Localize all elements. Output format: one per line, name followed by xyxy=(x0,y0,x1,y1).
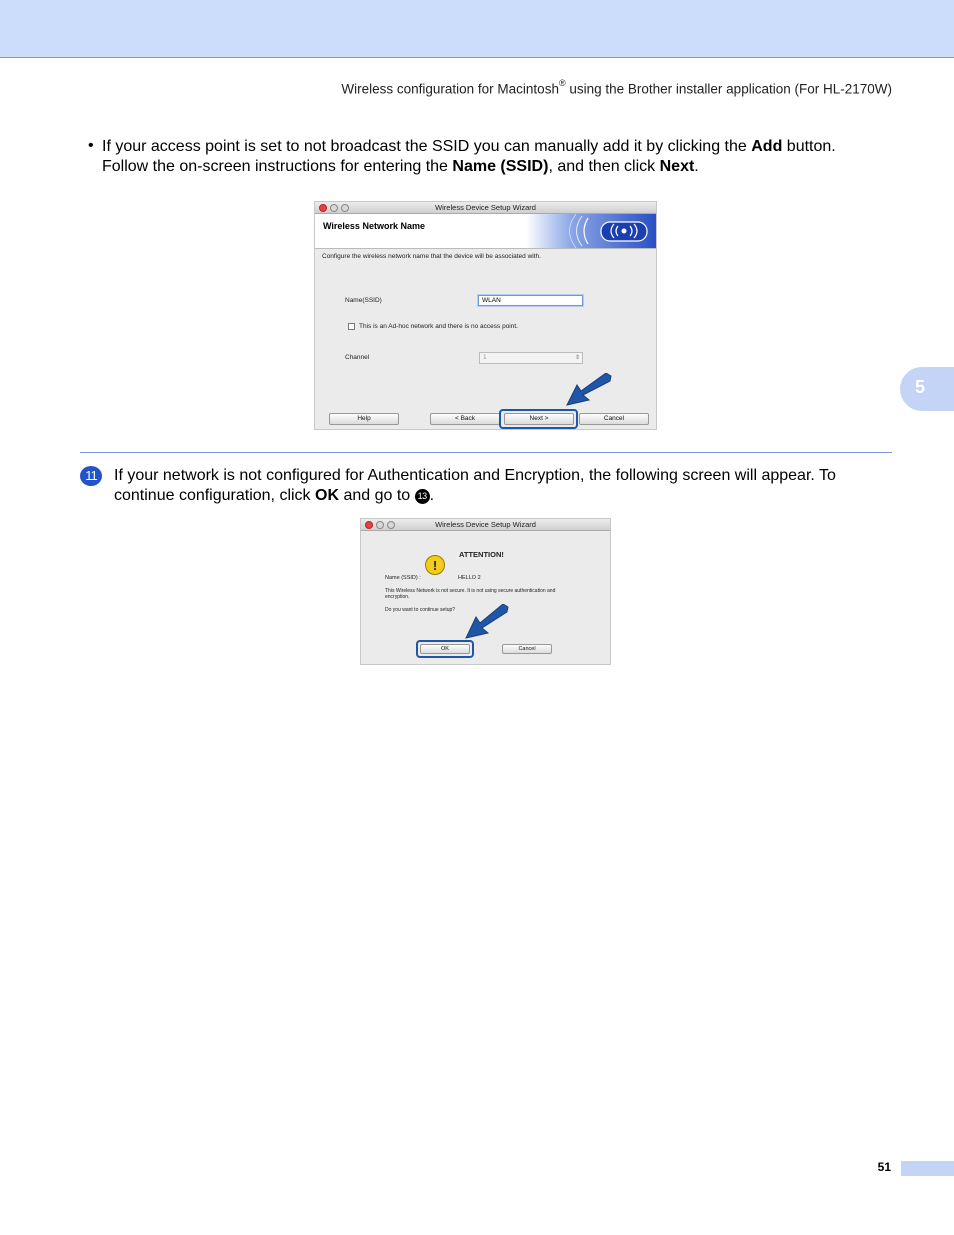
dialog-body xyxy=(361,531,610,665)
step-line-1: If your network is not configured for Authentication and Encryption, the following screen will appear. To xyxy=(114,467,836,484)
cancel-button[interactable]: Cancel xyxy=(579,413,649,425)
chapter-tab[interactable] xyxy=(900,367,954,411)
running-header xyxy=(341,80,892,97)
step-line-2: continue configuration, click OK and go to 13 . xyxy=(114,487,435,504)
adhoc-label: This is an Ad-hoc network and there is no access point. xyxy=(359,323,518,330)
channel-label: Channel xyxy=(345,354,370,361)
instruction-text: Configure the wireless network name that the device will be associated with. xyxy=(322,253,541,260)
warning-icon: ! xyxy=(425,555,445,575)
channel-select[interactable] xyxy=(479,352,583,364)
wireless-network-name-screenshot xyxy=(314,201,657,430)
name-ssid-keyword: Name (SSID) xyxy=(452,158,549,175)
ssid-label: Name (SSID) : xyxy=(385,575,421,581)
window-title: Wireless Device Setup Wizard xyxy=(435,520,536,529)
bullet-line-1: If your access point is set to not broadcast the SSID you can manually add it by clicking the Add button. xyxy=(102,138,836,155)
message-line-2: encryption. xyxy=(385,594,410,600)
ok-button[interactable]: OK xyxy=(420,644,470,654)
step-divider xyxy=(80,452,892,453)
registered-mark: ® xyxy=(558,78,566,88)
footer-bar xyxy=(901,1161,954,1176)
next-keyword: Next xyxy=(659,158,695,175)
attention-heading: ATTENTION! xyxy=(459,550,504,559)
page-number: 51 xyxy=(877,1160,891,1174)
step-number-badge: 11 xyxy=(80,466,102,486)
ssid-input[interactable]: WLAN xyxy=(478,295,583,306)
message-line-1: This Wireless Network is not secure. It is not using secure authentication and xyxy=(385,588,556,594)
back-button[interactable]: < Back xyxy=(430,413,500,425)
wizard-body xyxy=(315,248,656,430)
wizard-heading: Wireless Network Name xyxy=(323,221,425,231)
window-title: Wireless Device Setup Wizard xyxy=(435,203,536,212)
continue-question: Do you want to continue setup? xyxy=(385,607,456,613)
header-band xyxy=(0,0,954,58)
step-reference-badge[interactable]: 13 xyxy=(415,489,430,504)
ssid-value: HELLO 2 xyxy=(458,575,481,581)
header-text-part1: Wireless configuration for Macintosh xyxy=(341,81,559,97)
pointer-arrow-icon xyxy=(464,604,510,640)
window-titlebar xyxy=(361,519,610,531)
help-button[interactable]: Help xyxy=(329,413,399,425)
bullet-line-2: Follow the on-screen instructions for entering the Name (SSID), and then click Next. xyxy=(102,158,699,175)
wireless-banner-icon xyxy=(526,214,656,248)
bullet-marker: • xyxy=(88,137,94,154)
ssid-label: Name(SSID) xyxy=(345,297,382,304)
channel-value: 1 xyxy=(483,354,487,361)
ok-keyword: OK xyxy=(315,487,339,504)
window-titlebar xyxy=(315,202,656,214)
header-text-part2: using the Brother installer application (For HL-2170W) xyxy=(565,81,892,97)
wizard-header xyxy=(315,214,656,248)
pointer-arrow-icon xyxy=(565,373,613,407)
cancel-button[interactable]: Cancel xyxy=(502,644,552,654)
adhoc-checkbox[interactable] xyxy=(348,323,355,330)
stepper-icon: ⇕ xyxy=(574,355,580,361)
chapter-number: 5 xyxy=(915,377,926,397)
add-keyword: Add xyxy=(751,138,783,155)
attention-dialog-screenshot xyxy=(360,518,611,665)
next-button[interactable]: Next > xyxy=(504,413,574,425)
